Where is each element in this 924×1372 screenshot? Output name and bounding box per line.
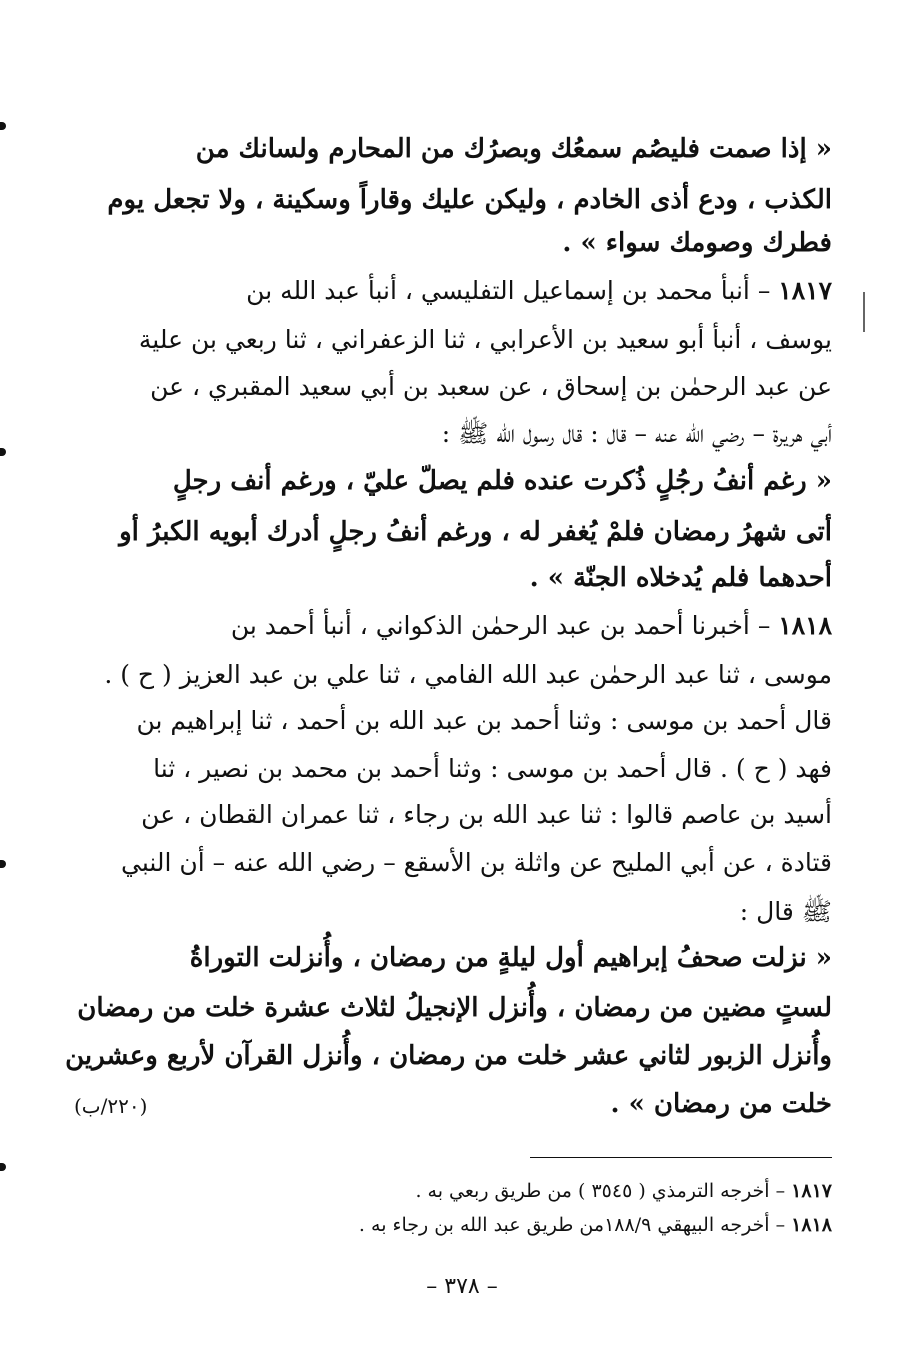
footnote-number: ١٨١٧: [791, 1180, 832, 1202]
footnote: [359, 1214, 832, 1236]
footnote-text: – أخرجه البيهقي ١٨٨/٩من طريق عبد الله بن رجاء به .: [358, 1214, 786, 1236]
margin-mark: [0, 448, 6, 456]
footnote-text: – أخرجه الترمذي ( ٣٥٤٥ ) من طريق ربعي به .: [415, 1180, 786, 1202]
manuscript-reference: (٢٢٠/ب): [74, 1094, 148, 1118]
margin-mark: [0, 1163, 6, 1171]
text-segment: – أنبأ محمد بن إسماعيل التفليسي ، أنبأ عبد الله بن: [246, 276, 771, 305]
text-segment: – أخبرنا أحمد بن عبد الرحمٰن الذكواني ، أنبأ أحمد بن: [230, 611, 771, 640]
footnote: [415, 1180, 832, 1202]
margin-mark: [0, 122, 6, 130]
page-number: – ٣٧٨ –: [426, 1274, 498, 1299]
margin-line: [863, 292, 865, 332]
hadith-number: ١٨١٨: [778, 611, 832, 640]
margin-mark: [0, 860, 6, 868]
footnote-number: ١٨١٨: [791, 1214, 832, 1236]
footnote-separator: [530, 1157, 832, 1158]
book-page: « إذا صمت فليصُم سمعُك وبصرُك من المحارم ولسانك من الكذب ، ودع أذى الخادم ، وليكن عليك وقاراً وسكينة ، ولا تجعل يوم فطرك وصومك سواء » . ١٨١٧ – أنبأ محمد بن إسماعيل التفليسي ، أنبأ عبد الله بن يوسف ، أنبأ أبو سعيد بن الأعرابي ، ثنا الزعفراني ، ثنا ربعي بن علية عن عبد الرحمٰن بن إسحاق ، عن سعبد بن أبي سعيد المقبري ، عن أبي هريرة – رضي الله عنه – قال : قال رسول الله ﷺ : « رغم أنفُ رجُلٍ ذُكرت عنده فلم يصلّ عليّ ، ورغم أنف رجلٍ أتى شهرُ رمضان فلمْ يُغفر له ، ورغم أنفُ رجلٍ أدرك أبويه الكبرُ أو أحدهما فلم يُدخلاه الجنّة » . ١٨١٨ – أخبرنا أحمد بن عبد الرحمٰن الذكواني ، أنبأ أحمد بن موسى ، ثنا عبد الرحمٰن عبد الله الفامي ، ثنا علي بن عبد العزيز ( ح ) . قال أحمد بن موسى : وثنا أحمد بن عبد الله بن أحمد ، ثنا إبراهيم بن فهد ( ح ) . قال أحمد بن موسى : وثنا أحمد بن محمد بن نصير ، ثنا أسيد بن عاصم قالوا : ثنا عبد الله بن رجاء ، ثنا عمران القطان ، عن قتادة ، عن أبي المليح عن واثلة بن الأسقع – رضي الله عنه – أن النبي ﷺ قال : « نزلت صحفُ إبراهيم أول ليلةٍ من رمضان ، وأُنزلت التوراةُ لستٍ مضين من رمضان ، وأُنزل الإنجيلُ لثلاث عشرة خلت من رمضان وأُنزل الزبور لثاني عشر خلت من رمضان ، وأُنزل القرآن لأربع وعشرين خلت من رمضان » . (٢٢٠/ب) ١٨١٧ – أخرجه الترمذي ( ٣٥٤٥ ) من طريق ربعي به . ١٨١٨ – أخرجه البيهقي ١٨٨/٩من طريق عبد الله بن رجاء به . – ٣٧٨ –: [0, 0, 924, 1372]
hadith-number: ١٨١٧: [778, 276, 832, 305]
